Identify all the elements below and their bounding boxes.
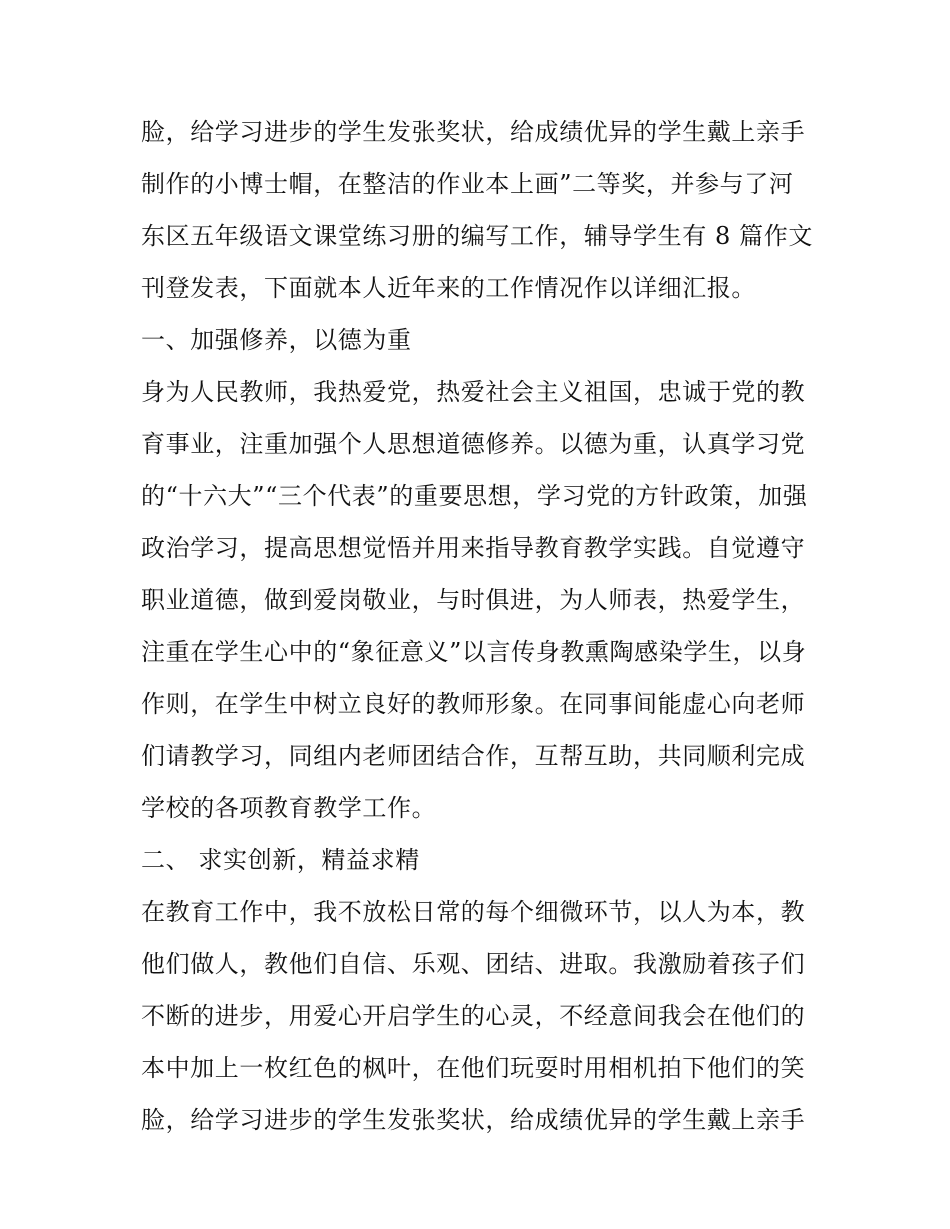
text-line: 身为人民教师，我热爱党，热爱社会主义祖国，忠诚于党的教 xyxy=(141,378,806,406)
text-line: 他们做人，教他们自信、乐观、团结、进取。我激励着孩子们 xyxy=(141,950,806,978)
text-line: 职业道德，做到爱岗敬业，与时俱进，为人师表，热爱学生， xyxy=(141,586,806,614)
text-line: 学校的各项教育教学工作。 xyxy=(141,794,437,822)
text-line: 东区五年级语文课堂练习册的编写工作，辅导学生有 8 篇作文 xyxy=(141,222,813,250)
text-line: 在教育工作中，我不放松日常的每个细微环节，以人为本，教 xyxy=(141,898,806,926)
text-line: 注重在学生心中的“象征意义”以言传身教熏陶感染学生，以身 xyxy=(141,638,807,666)
text-line: 育事业，注重加强个人思想道德修养。以德为重，认真学习党 xyxy=(141,430,806,458)
text-line: 本中加上一枚红色的枫叶，在他们玩耍时用相机拍下他们的笑 xyxy=(141,1054,806,1082)
text-line: 不断的进步，用爱心开启学生的心灵，不经意间我会在他们的 xyxy=(141,1002,806,1030)
text-line: 脸，给学习进步的学生发张奖状，给成绩优异的学生戴上亲手 xyxy=(141,1106,806,1134)
section-heading: 二、 求实创新，精益求精 xyxy=(141,846,420,874)
document-body xyxy=(141,106,813,1146)
text-line: 的“十六大”“三个代表”的重要思想，学习党的方针政策，加强 xyxy=(141,482,808,510)
text-line: 制作的小博士帽，在整洁的作业本上画”二等奖，并参与了河 xyxy=(141,170,794,198)
text-line: 刊登发表，下面就本人近年来的工作情况作以详细汇报。 xyxy=(141,274,756,302)
text-line: 们请教学习，同组内老师团结合作，互帮互助，共同顺利完成 xyxy=(141,742,806,770)
text-line: 脸，给学习进步的学生发张奖状，给成绩优异的学生戴上亲手 xyxy=(141,118,806,146)
section-heading: 一、加强修养，以德为重 xyxy=(141,326,412,354)
text-line: 政治学习，提高思想觉悟并用来指导教育教学实践。自觉遵守 xyxy=(141,534,806,562)
text-line: 作则，在学生中树立良好的教师形象。在同事间能虚心向老师 xyxy=(141,690,806,718)
